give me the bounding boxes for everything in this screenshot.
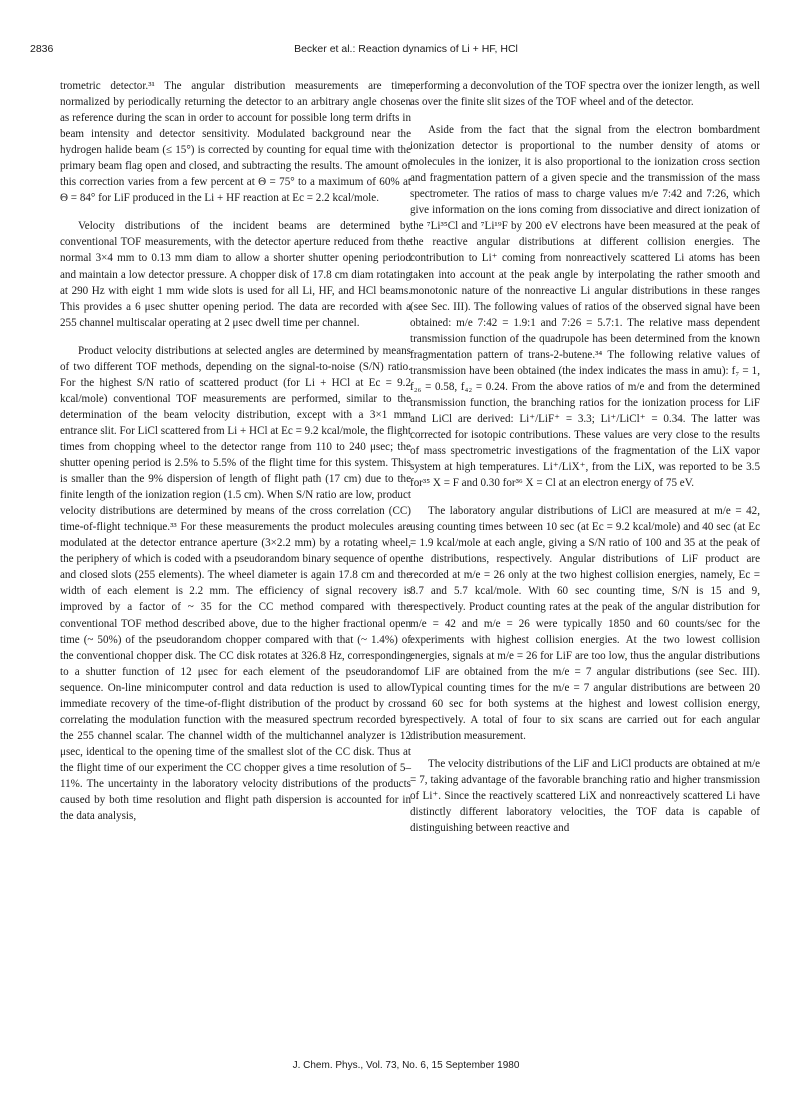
paragraph: performing a deconvolution of the TOF spectra over the ionizer length, as well as over the finite slit sizes of the TOF wheel and of the detector. — [410, 80, 760, 109]
journal-citation-footer: J. Chem. Phys., Vol. 73, No. 6, 15 September 1980 — [292, 1060, 520, 1071]
paragraph: The velocity distributions of the LiF and LiCl products are obtained at m/e = 7, taking advantage of the favorable branching ratio and higher transmission of Li⁺. Since the reactively scattered LiX and nonreactively scattered Li have distinctly different laboratory velocities, the TOF data is capable of distinguishing between reactive and — [410, 757, 760, 835]
right-column — [410, 78, 760, 848]
paragraph: The laboratory angular distributions of LiCl are measured at m/e = 42, using counting times between 10 sec (at Ec = 9.2 kcal/mole) and 40 sec (at Ec = 1.9 kcal/mole at each angle, giving a S/N ratio of 100 and 35 at the peak of the distributions, respectively. Angular distributions of LiF product are recorded at m/e = 26 only at the two highest collision energies, namely, Ec = 8.7 and 5.7 kcal/mole. With 60 sec counting time, S/N is 15 and 9, respectively. Product counting rates at the peak of the angular distribution for m/e = 42 and m/e = 26 were typically 1850 and 60 counts/sec for the experiments with highest collision energies. At the two lowest collision energies, signals at m/e = 26 for LiF are too low, thus the angular distributions of LiF are obtained from the m/e = 7 angular distributions (see Sec. III). Typical counting times for the m/e = 7 angular distributions are between 20 and 60 sec for both systems at the highest and lowest collision energy, respectively. A total of four to six scans are carried out for each angular distribution measurement. — [410, 505, 760, 742]
running-title: Becker et al.: Reaction dynamics of Li + HF, HCl — [294, 43, 518, 55]
paragraph: trometric detector.³¹ The angular distribution measurements are time normalized by periodically returning the detector to an arbitrary angle chosen as reference during the scan in order to account for possible long term drifts in beam intensity and detector sensitivity. Modulated background near the hydrogen halide beam (≤ 15°) is corrected by counting for equal time with the primary beam flag open and closed, and subtracting the results. The amount of this correction varies from a few percent at Θ = 75° to a maximum of 60% at Θ = 84° for LiF produced in the Li + HF reaction at Ec = 2.2 kcal/mole. — [60, 80, 411, 205]
left-column — [60, 78, 411, 836]
paragraph: Velocity distributions of the incident beams are determined by conventional TOF measurements, with the detector aperture reduced from the normal 3×4 mm to 0.13 mm diam to allow a shorter shutter opening period and maintain a low detector pressure. A chopper disk of 17.8 cm diam rotating at 290 Hz with eight 1 mm wide slots is used for all Li, HF, and HCl beams. This provides a 6 μsec shutter opening period. The data are recorded with a 255 channel multiscalar operating at 2 μsec dwell time per channel. — [60, 220, 411, 329]
page-number: 2836 — [30, 43, 54, 55]
paragraph: Aside from the fact that the signal from the electron bombardment ionization detector is proportional to the number density of atoms or molecules in the ionizer, it is also proportional to the ionization cross section and fragmentation pattern of a given specie and the transmission of the mass spectrometer. The ratios of mass to charge values m/e 7:42 and 7:26, which give information on the ions coming from dissociative and direct ionization of the ⁷Li³⁵Cl and ⁷Li¹⁹F by 200 eV electrons have been measured at the peak of the reactive angular distributions at different collision energies. The contribution to Li⁺ coming from nonreactively scattered Li atoms has been taken into account at the peak angle by interpolating the rather smooth and monotonic nature of the nonreactive Li angular distributions in these ranges (see Sec. III). The following values of ratios of the observed signal have been obtained: m/e 7:42 = 1.9:1 and 7:26 = 5.7:1. The relative mass dependent transmission function of the quadrupole has been determined from the known fragmentation pattern of trans-2-butene.³⁴ The following relative values of transmission have been obtained (the index indicates the mass in amu): f₇ = 1, f₂₆ = 0.58, f₄₂ = 0.24. From the above ratios of m/e and from the determined transmission function, the branching ratios for the ionization process for LiF and LiCl are derived: Li⁺/LiF⁺ = 3.3; Li⁺/LiCl⁺ = 0.34. The latter was corrected for isotopic contributions. These values are very close to the results of mass spectrometric investigations of the fragmentation of the LiX vapor system at high temperatures. Li⁺/LiX⁺, from the LiX, was reported to be 3.5 for³⁵ X = F and 0.30 for³⁶ X = Cl at an electron energy of 75 eV. — [410, 124, 760, 490]
paragraph: Product velocity distributions at selected angles are determined by means of two different TOF methods, depending on the signal-to-noise (S/N) ratio. For the highest S/N ratio of scattered product (for Li + HCl at Ec = 9.2 kcal/mole) conventional TOF measurements are performed, similar to the determination of the beam velocity distribution, except with a 3×1 mm entrance slit. For LiCl scattered from Li + HCl at Ec = 9.2 kcal/mole, the flight times from chopping wheel to the detector range from 110 to 240 μsec; the shutter opening period is 2.5% to 5.5% of the flight time for this system. This is smaller than the 9% dispersion of length of flight path (17 cm) due to the finite length of the ionization region (1.5 cm). When S/N ratio are low, product velocity distributions are determined by means of the cross correlation (CC) time-of-flight technique.³³ For these measurements the product molecules are modulated at the detector entrance aperture (3×2.2 mm) by a rotating wheel, the periphery of which is coded with a pseudorandom binary sequence of open and closed slots (255 elements). The wheel diameter is again 17.8 cm and the width of each element is 2.2 mm. The efficiency of signal recovery is improved by a factor of ~ 35 for the CC method compared with the conventional TOF method described above, due to the higher fractional open time (~ 50%) of the pseudorandom chopper compared with that (~ 1.4%) of the conventional chopper disk. The CC disk rotates at 326.8 Hz, corresponding to a shutter function of 12 μsec for each element of the pseudorandom sequence. On-line minicomputer control and data reduction is used to allow immediate recovery of the time-of-flight distribution of the product by cross correlating the modulation function with the measured spectrum recorded by the 255 channel scalar. The channel width of the multichannel analyzer is 12 μsec, identical to the opening time of the smallest slot of the CC disk. Thus at the flight time of our experiment the CC chopper gives a time resolution of 5–11%. The uncertainty in the laboratory velocity distributions of the products caused by both time resolution and flight path dispersion is accounted for in the data analysis, — [60, 344, 411, 823]
page-header — [0, 43, 812, 59]
